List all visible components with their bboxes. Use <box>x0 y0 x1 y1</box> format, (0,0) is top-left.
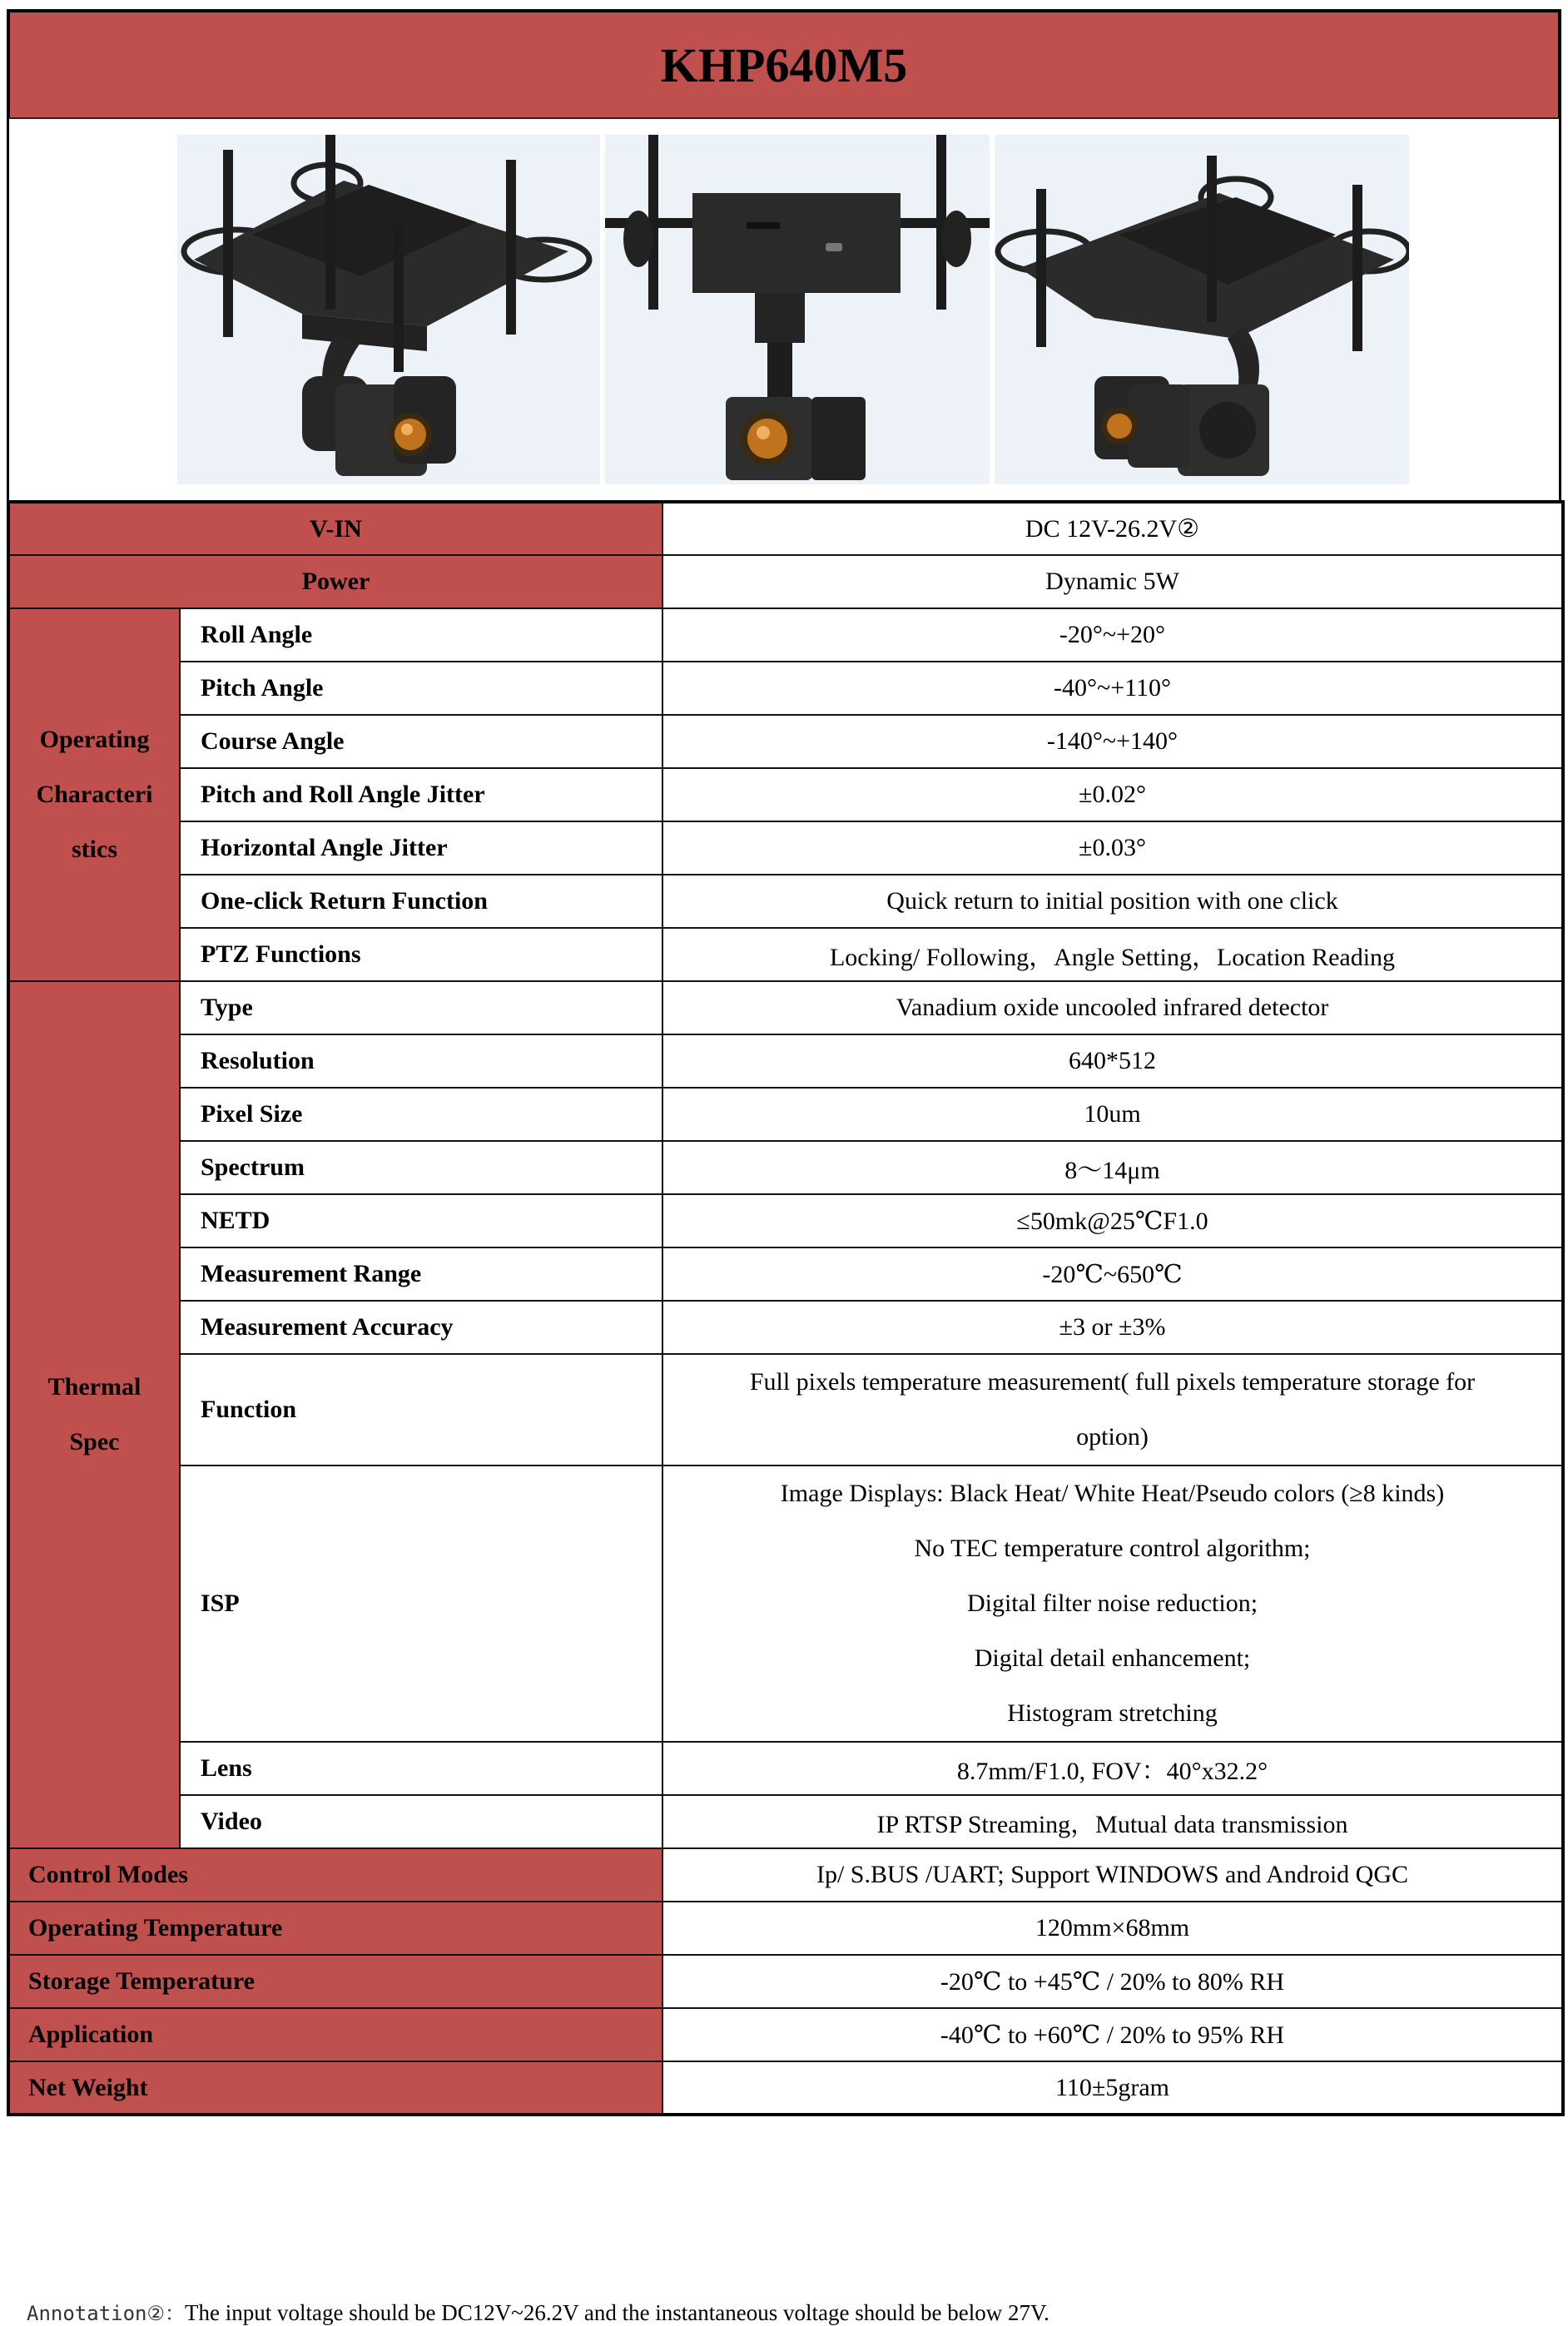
table-row <box>8 1466 1563 1742</box>
table-row <box>8 1742 1563 1795</box>
value-line: Full pixels temperature measurement( full pixels temperature storage for <box>749 1368 1476 1396</box>
group-label-line: Thermal <box>47 1373 141 1401</box>
group-label-line: Operating <box>39 726 150 753</box>
annotation-key: Annotation②： <box>27 2302 186 2325</box>
row-value: ±0.02° <box>662 768 1563 821</box>
table-row <box>8 1141 1563 1194</box>
row-label: Measurement Range <box>180 1247 662 1301</box>
row-value: -140°~+140° <box>662 715 1563 768</box>
table-row <box>8 1795 1563 1848</box>
product-photo-front <box>605 135 990 484</box>
table-row <box>8 821 1563 875</box>
table-row <box>8 928 1563 981</box>
table-row <box>8 1354 1563 1466</box>
row-value-vin: DC 12V-26.2V② <box>662 502 1563 555</box>
table-row <box>8 1034 1563 1088</box>
group-label-line: Characteri <box>36 781 153 808</box>
spec-sheet <box>7 9 1561 2116</box>
row-label: Horizontal Angle Jitter <box>180 821 662 875</box>
row-value: Ip/ S.BUS /UART; Support WINDOWS and Android QGC <box>662 1848 1563 1902</box>
row-label: Roll Angle <box>180 608 662 662</box>
value-line: Image Displays: Black Heat/ White Heat/Pseudo colors (≥8 kinds) <box>780 1480 1445 1507</box>
title-banner <box>7 9 1561 119</box>
value-line: Histogram stretching <box>1007 1699 1218 1727</box>
row-label-vin: V-IN <box>8 502 662 555</box>
row-label: Application <box>8 2008 662 2061</box>
row-value: 640*512 <box>662 1034 1563 1088</box>
row-label: Lens <box>180 1742 662 1795</box>
table-row <box>8 1194 1563 1247</box>
table-row <box>8 555 1563 608</box>
row-label: Pitch Angle <box>180 662 662 715</box>
row-value: ±0.03° <box>662 821 1563 875</box>
table-row <box>8 1301 1563 1354</box>
row-label: Resolution <box>180 1034 662 1088</box>
product-photos <box>7 119 1561 500</box>
row-value: -40°~+110° <box>662 662 1563 715</box>
row-label: NETD <box>180 1194 662 1247</box>
row-label: Net Weight <box>8 2061 662 2115</box>
row-label: Course Angle <box>180 715 662 768</box>
group-label-thermal <box>8 981 180 1848</box>
row-value: -20℃~650℃ <box>662 1247 1563 1301</box>
row-value-power: Dynamic 5W <box>662 555 1563 608</box>
row-value: 10um <box>662 1088 1563 1141</box>
table-row <box>8 1848 1563 1902</box>
table-row <box>8 1955 1563 2008</box>
row-value: Locking/ Following，Angle Setting，Location Reading <box>662 928 1563 981</box>
row-value: -40℃ to +60℃ / 20% to 95% RH <box>662 2008 1563 2061</box>
table-row <box>8 768 1563 821</box>
gimbal-camera-icon <box>605 135 990 484</box>
row-value: 120mm×68mm <box>662 1902 1563 1955</box>
product-photo-left <box>177 135 600 484</box>
row-value: ±3 or ±3% <box>662 1301 1563 1354</box>
row-label: Operating Temperature <box>8 1902 662 1955</box>
table-row <box>8 981 1563 1034</box>
annotation-text: The input voltage should be DC12V~26.2V and the instantaneous voltage should be below 27V. <box>185 2300 1049 2325</box>
group-label-line: stics <box>72 836 117 863</box>
row-value: 8.7mm/F1.0, FOV：40°x32.2° <box>662 1742 1563 1795</box>
table-row <box>8 1902 1563 1955</box>
table-row <box>8 662 1563 715</box>
row-value: 8～14μm <box>662 1141 1563 1194</box>
value-line: No TEC temperature control algorithm; <box>914 1535 1311 1562</box>
gimbal-camera-icon <box>177 135 600 484</box>
table-row <box>8 2061 1563 2115</box>
row-value: 110±5gram <box>662 2061 1563 2115</box>
table-row <box>8 1247 1563 1301</box>
row-label: Pixel Size <box>180 1088 662 1141</box>
product-photo-right <box>995 135 1409 484</box>
group-label-operating <box>8 608 180 981</box>
gimbal-camera-icon <box>995 135 1409 484</box>
table-row <box>8 608 1563 662</box>
group-label-line: Spec <box>69 1428 120 1456</box>
row-value: -20°~+20° <box>662 608 1563 662</box>
table-row <box>8 2008 1563 2061</box>
table-row <box>8 502 1563 555</box>
value-line: Digital detail enhancement; <box>974 1644 1251 1672</box>
value-line: Digital filter noise reduction; <box>966 1590 1258 1617</box>
table-row <box>8 875 1563 928</box>
row-label: One-click Return Function <box>180 875 662 928</box>
row-label: ISP <box>180 1466 662 1742</box>
product-title: KHP640M5 <box>660 37 908 92</box>
row-value-function <box>662 1354 1563 1466</box>
row-label: Spectrum <box>180 1141 662 1194</box>
row-value: IP RTSP Streaming，Mutual data transmission <box>662 1795 1563 1848</box>
row-label: Control Modes <box>8 1848 662 1902</box>
spec-table <box>7 500 1565 2116</box>
row-label: Measurement Accuracy <box>180 1301 662 1354</box>
table-row <box>8 715 1563 768</box>
row-value: ≤50mk@25℃F1.0 <box>662 1194 1563 1247</box>
row-label: Type <box>180 981 662 1034</box>
row-label: Storage Temperature <box>8 1955 662 2008</box>
row-label: Function <box>180 1354 662 1466</box>
row-value: Vanadium oxide uncooled infrared detector <box>662 981 1563 1034</box>
row-label-power: Power <box>8 555 662 608</box>
row-value: Quick return to initial position with one click <box>662 875 1563 928</box>
value-line: option) <box>1076 1423 1149 1451</box>
row-label: Pitch and Roll Angle Jitter <box>180 768 662 821</box>
row-label: PTZ Functions <box>180 928 662 981</box>
row-value-isp <box>662 1466 1563 1742</box>
table-row <box>8 1088 1563 1141</box>
row-label: Video <box>180 1795 662 1848</box>
row-value: -20℃ to +45℃ / 20% to 80% RH <box>662 1955 1563 2008</box>
